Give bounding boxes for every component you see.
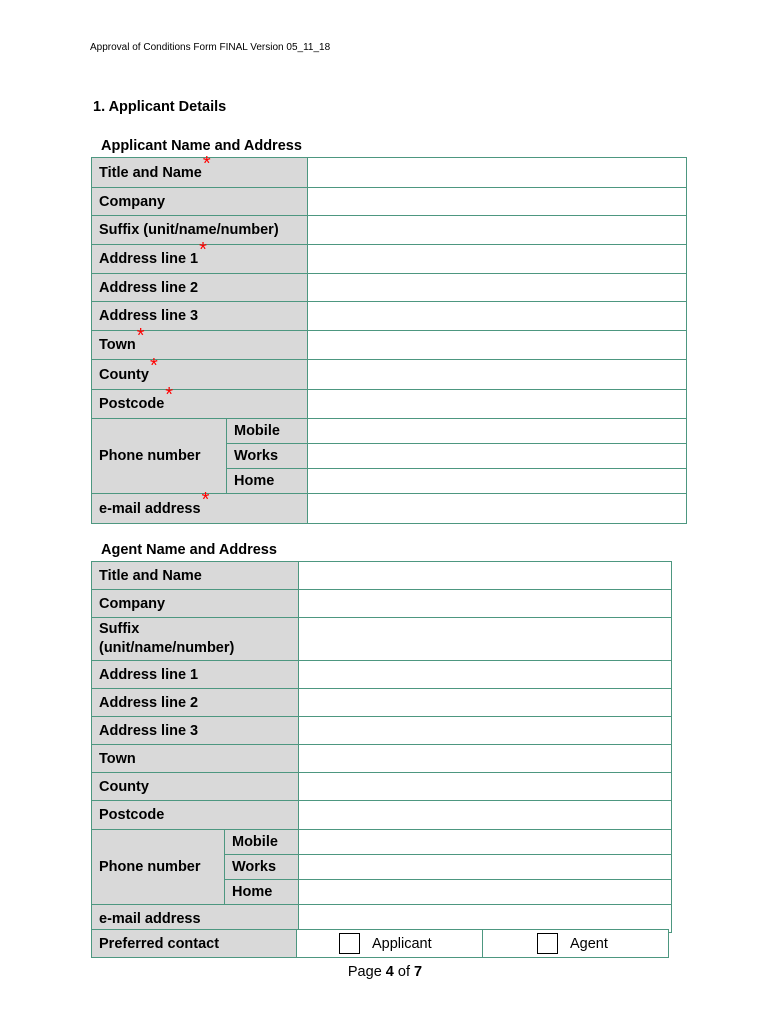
table-row [92, 590, 672, 618]
agent-title-name-field[interactable] [299, 562, 672, 590]
agent-mobile-label: Mobile [225, 830, 299, 855]
table-row [92, 274, 687, 302]
preferred-contact-agent-option[interactable] [483, 930, 669, 958]
section-title: 1. Applicant Details [93, 99, 227, 115]
document-header: Approval of Conditions Form FINAL Version 05_11_18 [90, 42, 331, 53]
of-word: of [397, 964, 410, 980]
applicant-county-label: County* [92, 360, 308, 390]
table-row [92, 745, 672, 773]
applicant-town-field[interactable] [308, 331, 687, 360]
applicant-email-label: e-mail address* [92, 494, 308, 524]
table-row [92, 216, 687, 245]
table-row [92, 158, 687, 188]
agent-home-field[interactable] [299, 880, 672, 905]
applicant-mobile-field[interactable] [308, 419, 687, 444]
agent-home-label: Home [225, 880, 299, 905]
agent-address1-label: Address line 1 [92, 661, 299, 689]
agent-postcode-field[interactable] [299, 801, 672, 830]
agent-mobile-field[interactable] [299, 830, 672, 855]
page-footer [0, 964, 770, 980]
applicant-title-name-field[interactable] [308, 158, 687, 188]
agent-suffix-field[interactable] [299, 618, 672, 661]
agent-address2-label: Address line 2 [92, 689, 299, 717]
agent-phone-label: Phone number [92, 830, 225, 905]
agent-suffix-label: Suffix (unit/name/number) [92, 618, 299, 661]
table-row [92, 618, 672, 661]
required-asterisk: * [136, 325, 145, 347]
agent-table [91, 561, 672, 933]
applicant-works-field[interactable] [308, 444, 687, 469]
required-asterisk: * [165, 384, 174, 406]
agent-title-name-label: Title and Name [92, 562, 299, 590]
applicant-checkbox[interactable] [339, 933, 360, 954]
required-asterisk: * [149, 354, 158, 377]
applicant-phone-label: Phone number [92, 419, 227, 494]
agent-option-label: Agent [570, 935, 608, 952]
preferred-contact-table [91, 929, 669, 958]
agent-company-field[interactable] [299, 590, 672, 618]
table-row [92, 419, 687, 444]
applicant-home-field[interactable] [308, 469, 687, 494]
table-row [92, 661, 672, 689]
agent-county-field[interactable] [299, 773, 672, 801]
table-row [92, 689, 672, 717]
table-row [92, 930, 669, 958]
applicant-town-label: Town* [92, 331, 308, 360]
applicant-company-label: Company [92, 188, 308, 216]
table-row [92, 360, 687, 390]
agent-town-label: Town [92, 745, 299, 773]
agent-address2-field[interactable] [299, 689, 672, 717]
agent-town-field[interactable] [299, 745, 672, 773]
table-row [92, 494, 687, 524]
page-word: Page [347, 964, 382, 980]
table-row [92, 245, 687, 274]
applicant-postcode-field[interactable] [308, 390, 687, 419]
agent-checkbox[interactable] [537, 933, 558, 954]
table-row [92, 562, 672, 590]
agent-email-label: e-mail address [92, 905, 299, 933]
page-current: 4 [385, 964, 394, 980]
applicant-option-label: Applicant [372, 935, 432, 952]
agent-works-field[interactable] [299, 855, 672, 880]
applicant-address1-field[interactable] [308, 245, 687, 274]
applicant-home-label: Home [227, 469, 308, 494]
agent-section-title: Agent Name and Address [101, 542, 277, 558]
agent-company-label: Company [92, 590, 299, 618]
table-row [92, 717, 672, 745]
applicant-address2-label: Address line 2 [92, 274, 308, 302]
agent-address3-field[interactable] [299, 717, 672, 745]
applicant-postcode-label: Postcode* [92, 390, 308, 419]
agent-address3-label: Address line 3 [92, 717, 299, 745]
table-row [92, 390, 687, 419]
applicant-suffix-label: Suffix (unit/name/number) [92, 216, 308, 245]
table-row [92, 801, 672, 830]
preferred-contact-label: Preferred contact [92, 930, 297, 958]
required-asterisk: * [201, 488, 210, 511]
table-row [92, 773, 672, 801]
applicant-suffix-field[interactable] [308, 216, 687, 245]
applicant-address3-field[interactable] [308, 302, 687, 331]
preferred-contact-applicant-option[interactable] [297, 930, 483, 958]
applicant-email-field[interactable] [308, 494, 687, 524]
agent-county-label: County [92, 773, 299, 801]
required-asterisk: * [202, 152, 211, 175]
page-total: 7 [414, 964, 423, 980]
agent-address1-field[interactable] [299, 661, 672, 689]
applicant-table [91, 152, 687, 524]
table-row [92, 331, 687, 360]
applicant-section-title: Applicant Name and Address [101, 138, 302, 154]
required-asterisk: * [199, 239, 207, 261]
table-row [92, 188, 687, 216]
applicant-address2-field[interactable] [308, 274, 687, 302]
agent-works-label: Works [225, 855, 299, 880]
applicant-title-name-label: Title and Name* [92, 158, 308, 188]
applicant-address3-label: Address line 3 [92, 302, 308, 331]
agent-postcode-label: Postcode [92, 801, 299, 830]
applicant-mobile-label: Mobile [227, 419, 308, 444]
applicant-works-label: Works [227, 444, 308, 469]
applicant-address1-label: Address line 1* [92, 245, 308, 274]
table-row [92, 302, 687, 331]
applicant-company-field[interactable] [308, 188, 687, 216]
applicant-county-field[interactable] [308, 360, 687, 390]
table-row [92, 830, 672, 855]
